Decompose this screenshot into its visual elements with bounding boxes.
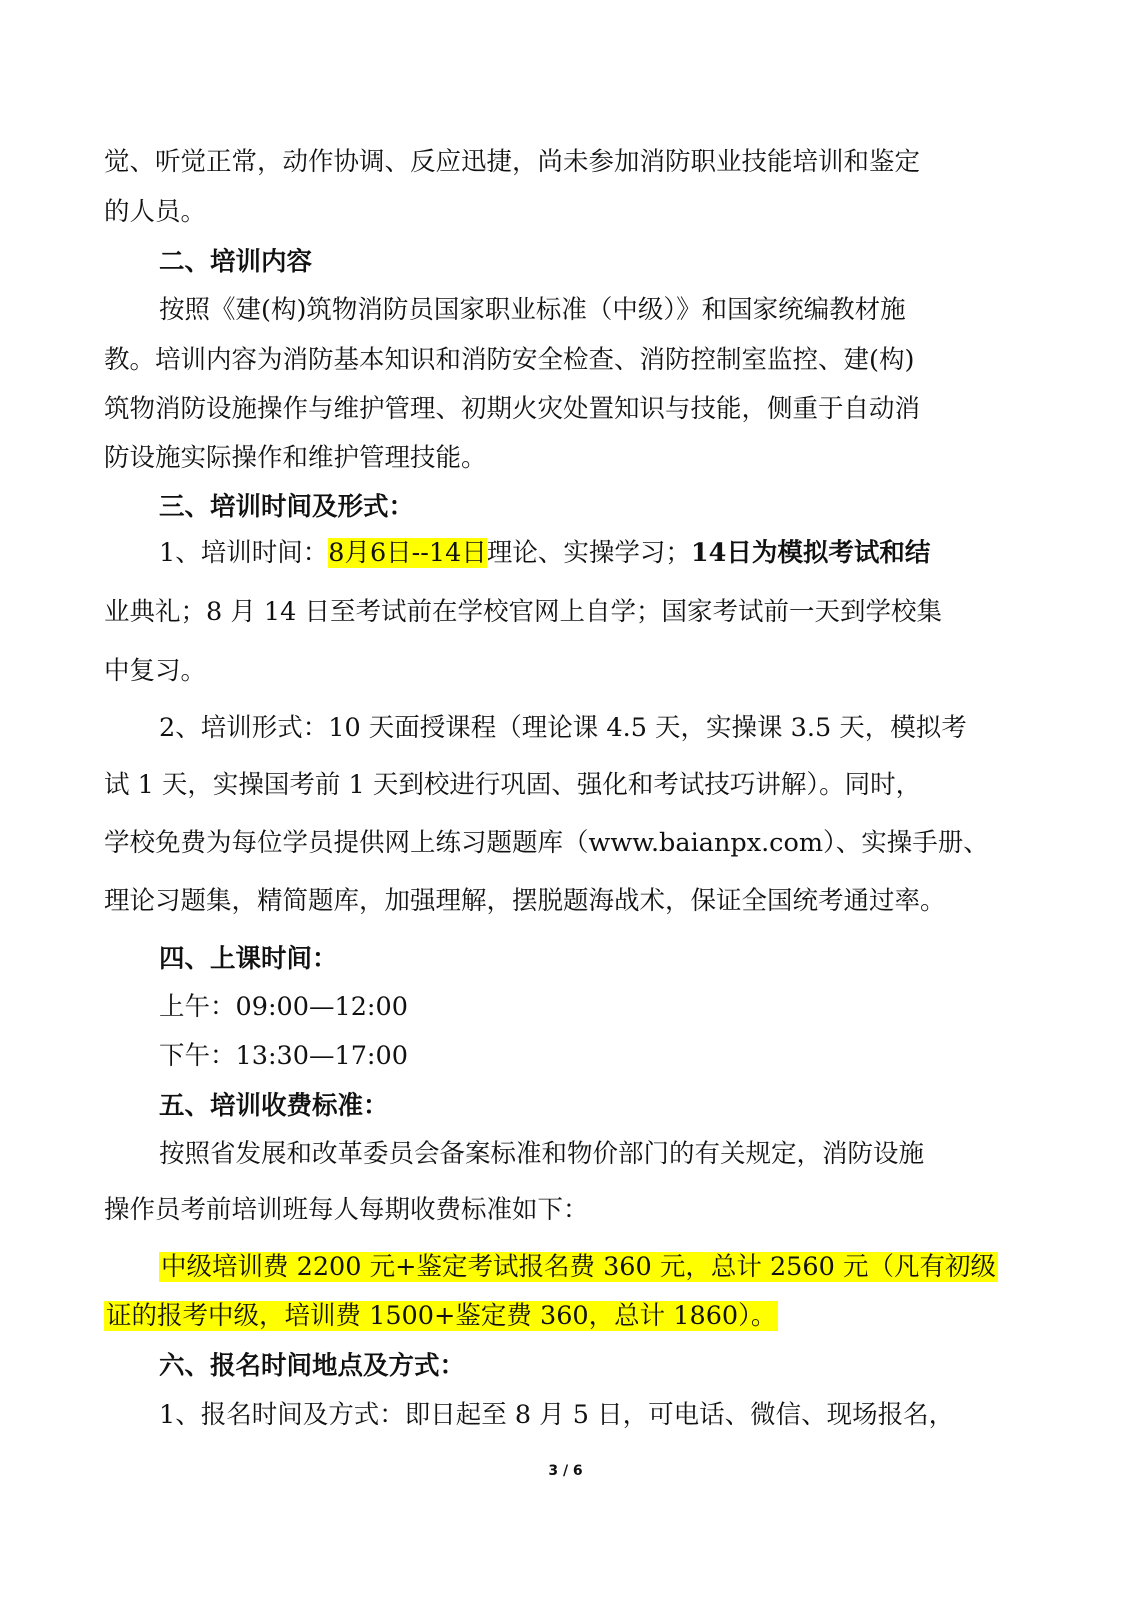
fee-highlight-1: 中级培训费 2200 元+鉴定考试报名费 360 元，总计 2560 元（凡有初级 bbox=[161, 1252, 996, 1282]
para-line: 觉、听觉正常，动作协调、反应迅捷，尚未参加消防职业技能培训和鉴定 bbox=[104, 147, 921, 177]
morning-hours: 上午：09:00—12:00 bbox=[159, 992, 408, 1022]
section-heading-3: 三、培训时间及形式： bbox=[159, 492, 415, 522]
para-line: 按照《建(构)筑物消防员国家职业标准（中级）》和国家统编教材施 bbox=[159, 295, 906, 325]
page-number: 3 / 6 bbox=[548, 1463, 583, 1479]
para-line: 业典礼；8 月 14 日至考试前在学校官网上自学；国家考试前一天到学校集 bbox=[104, 597, 942, 627]
fee-highlight-2: 证的报考中级，培训费 1500+鉴定费 360，总计 1860）。 bbox=[106, 1301, 777, 1331]
para-line: 的人员。 bbox=[104, 197, 207, 227]
para-line: 防设施实际操作和维护管理技能。 bbox=[104, 443, 487, 473]
section-heading-6: 六、报名时间地点及方式： bbox=[159, 1351, 466, 1381]
para-line: 理论习题集，精简题库，加强理解，摆脱题海战术，保证全国统考通过率。 bbox=[104, 886, 946, 916]
para-line: 按照省发展和改革委员会备案标准和物价部门的有关规定，消防设施 bbox=[159, 1139, 925, 1169]
para-line: 筑物消防设施操作与维护管理、初期火灾处置知识与技能，侧重于自动消 bbox=[104, 394, 921, 424]
afternoon-hours: 下午：13:30—17:00 bbox=[159, 1041, 408, 1071]
section-heading-4: 四、上课时间： bbox=[159, 944, 338, 974]
training-time-label: 1、培训时间： bbox=[159, 538, 329, 568]
training-time-line bbox=[159, 536, 930, 570]
training-time-text: 理论、实操学习； bbox=[486, 538, 691, 568]
para-line: 学校免费为每位学员提供网上练习题题库（www.baianpx.com）、实操手册、 bbox=[104, 828, 989, 858]
para-line: 操作员考前培训班每人每期收费标准如下： bbox=[104, 1195, 589, 1225]
para-line: 试 1 天，实操国考前 1 天到校进行巩固、强化和考试技巧讲解）。同时， bbox=[104, 770, 922, 800]
para-line: 教。培训内容为消防基本知识和消防安全检查、消防控制室监控、建(构) bbox=[104, 345, 915, 375]
section-heading-2: 二、培训内容 bbox=[159, 247, 313, 277]
para-line: 中复习。 bbox=[104, 656, 207, 686]
training-dates-highlight: 8月6日--14日 bbox=[328, 538, 487, 568]
exam-day-text: 14日为模拟考试和结 bbox=[690, 538, 931, 568]
fee-line-2 bbox=[104, 1299, 778, 1333]
para-line: 2、培训形式：10 天面授课程（理论课 4.5 天，实操课 3.5 天，模拟考 bbox=[159, 713, 967, 743]
para-line: 1、报名时间及方式：即日起至 8 月 5 日，可电话、微信、现场报名， bbox=[159, 1400, 955, 1430]
section-heading-5: 五、培训收费标准： bbox=[159, 1091, 389, 1121]
fee-line-1 bbox=[159, 1250, 998, 1284]
